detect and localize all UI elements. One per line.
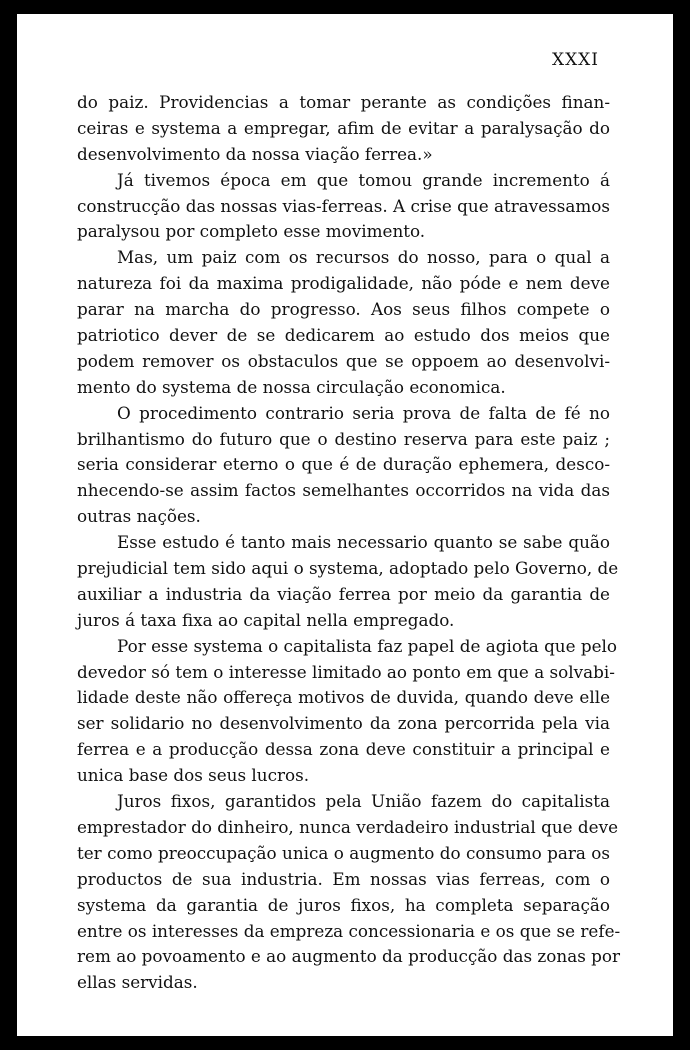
text-line: natureza foi da maxima prodigalidade, não póde e nem deve bbox=[77, 273, 610, 294]
paragraph bbox=[77, 90, 610, 168]
text-line: patriotico dever de se dedicarem ao estudo dos meios que bbox=[77, 325, 610, 346]
text-line: brilhantismo do futuro que o destino reserva para este paiz ; bbox=[77, 428, 610, 449]
paragraph bbox=[77, 168, 610, 246]
text-line: prejudicial tem sido aqui o systema, adoptado pelo Governo, de bbox=[77, 558, 619, 579]
paragraph bbox=[77, 530, 619, 634]
paragraph bbox=[77, 789, 621, 996]
text-line: construcção das nossas vias-ferreas. A crise que atravessamos bbox=[77, 195, 611, 216]
text-line: emprestador do dinheiro, nunca verdadeiro industrial que deve bbox=[77, 816, 619, 837]
text-line: Mas, um paiz com os recursos do nosso, para o qual a bbox=[117, 247, 610, 268]
text-line: systema da garantia de juros fixos, ha completa separação bbox=[77, 894, 610, 915]
text-line: ferrea e a producção dessa zona deve constituir a principal e bbox=[77, 739, 610, 760]
text-line: O procedimento contrario seria prova de falta de fé no bbox=[117, 402, 610, 423]
text-line: rem ao povoamento e ao augmento da producção das zonas por bbox=[77, 946, 621, 967]
text-line: Juros fixos, garantidos pela União fazem do capitalista bbox=[117, 791, 610, 812]
text-line: paralysou por completo esse movimento. bbox=[77, 221, 426, 242]
paragraph bbox=[77, 401, 610, 530]
paragraph bbox=[77, 245, 610, 400]
text-line: podem remover os obstaculos que se oppoem ao desenvolvi- bbox=[77, 350, 610, 371]
text-line: Esse estudo é tanto mais necessario quanto se sabe quão bbox=[117, 532, 610, 553]
text-line: productos de sua industria. Em nossas vias ferreas, com o bbox=[77, 868, 610, 889]
text-line: mento do systema de nossa circulação economica. bbox=[77, 376, 506, 397]
text-line: lidade deste não offereça motivos de duvida, quando deve elle bbox=[77, 687, 610, 708]
text-line: devedor só tem o interesse limitado ao ponto em que a solvabi- bbox=[77, 661, 615, 682]
text-line: auxiliar a industria da viação ferrea por meio da garantia de bbox=[77, 583, 610, 604]
text-line: ser solidario no desenvolvimento da zona percorrida pela via bbox=[77, 713, 610, 734]
text-line: desenvolvimento da nossa viação ferrea.» bbox=[77, 143, 433, 164]
text-line: Por esse systema o capitalista faz papel de agiota que pelo bbox=[117, 635, 618, 656]
text-line: outras nações. bbox=[77, 506, 201, 527]
text-line: juros á taxa fixa ao capital nella empregado. bbox=[77, 609, 455, 630]
text-line: entre os interesses da empreza concessionaria e os que se refe- bbox=[77, 920, 621, 941]
text-line: ceiras e systema a empregar, afim de evitar a paralysação do bbox=[77, 117, 610, 138]
text-line: unica base dos seus lucros. bbox=[77, 765, 310, 786]
text-line: do paiz. Providencias a tomar perante as condições finan- bbox=[77, 92, 610, 112]
text-line: nhecendo-se assim factos semelhantes occorridos na vida das bbox=[77, 480, 610, 501]
paragraph bbox=[77, 634, 618, 789]
text-line: seria considerar eterno o que é de duração ephemera, desco- bbox=[77, 454, 610, 475]
text-line: parar na marcha do progresso. Aos seus filhos compete o bbox=[77, 299, 610, 320]
text-line: ter como preoccupação unica o augmento do consumo para os bbox=[77, 842, 610, 863]
body-text bbox=[77, 90, 621, 996]
page-number: XXXI bbox=[551, 50, 599, 70]
text-line: ellas servidas. bbox=[77, 972, 198, 993]
book-page bbox=[17, 14, 673, 1036]
text-line: Já tivemos época em que tomou grande incremento á bbox=[117, 169, 610, 190]
